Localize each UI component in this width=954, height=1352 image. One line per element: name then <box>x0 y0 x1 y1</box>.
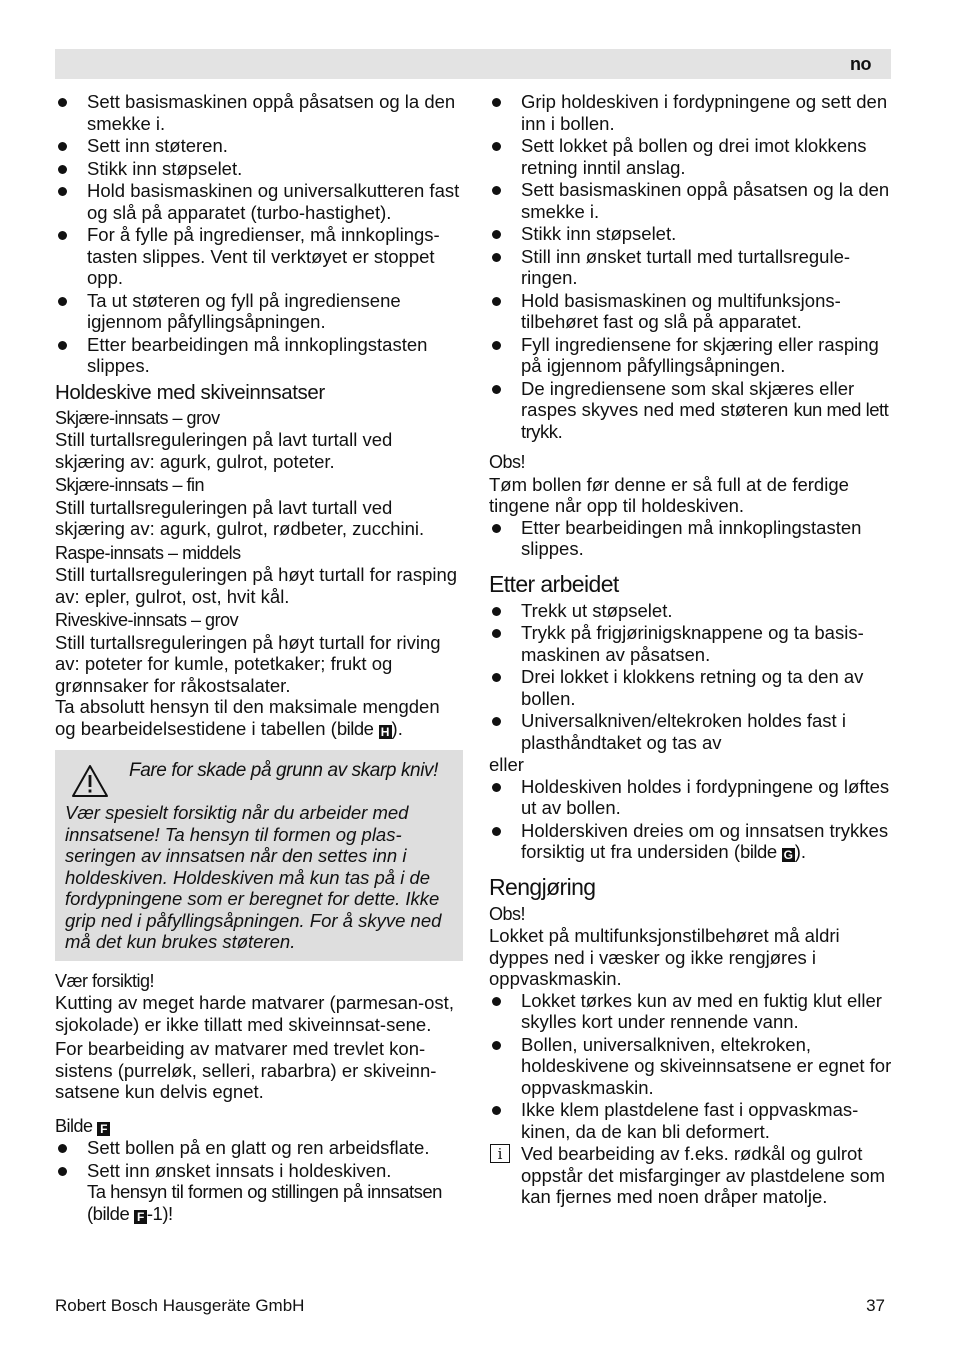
list-item: Sett basismaskinen oppå påsatsen og la den smekke i. <box>55 91 463 134</box>
list-item: Ikke klem plastdelene fast i oppvaskmas-kinen, da de kan bli deformert. <box>489 1099 893 1142</box>
obs-text: Lokket på multifunksjonstilbehøret må aldri dyppes ned i væsker og ikke rengjøres i oppvaskmaskin. <box>489 925 840 989</box>
list-item: Stikk inn støpselet. <box>55 158 463 180</box>
list-item: Stikk inn støpselet. <box>489 223 893 245</box>
list-item: Lokket tørkes kun av med en fuktig klut eller skylles kort under rennende vann. <box>489 990 893 1033</box>
insert-title: Riveskive-innsats – grov <box>55 610 239 630</box>
footer-company: Robert Bosch Hausgeräte GmbH <box>55 1296 305 1315</box>
note-end: ). <box>391 717 403 739</box>
figure-ref-f: F <box>134 1210 147 1224</box>
assembly-bullet-list <box>489 91 893 442</box>
page-number: 37 <box>866 1296 885 1315</box>
list-item: Etter bearbeidingen må innkoplingstasten slippes. <box>55 334 463 377</box>
list-item: Sett basismaskinen oppå påsatsen og la den smekke i. <box>489 179 893 222</box>
list-item: Ta ut støteren og fyll på ingrediensene igjennom påfyllingsåpningen. <box>55 290 463 333</box>
header-bar <box>55 49 891 79</box>
figure-ref-f: F <box>97 1122 110 1136</box>
list-item: Holdeskiven holdes i fordypningene og løftes ut av bollen. <box>489 776 893 819</box>
insert-block <box>55 408 463 473</box>
caution-title: Vær forsiktig! <box>55 970 155 991</box>
list-item <box>489 820 893 863</box>
right-column <box>489 91 893 1208</box>
warning-triangle-icon <box>71 764 109 798</box>
list-item-text: Sett inn ønsket innsats i holdeskiven. <box>87 1159 392 1181</box>
list-item: Still inn ønsket turtall med turtallsregule-ringen. <box>489 246 893 289</box>
obs-title: Obs! <box>489 452 526 472</box>
warning-body: Vær spesielt forsiktig når du arbeider med innsatsene! Ta hensyn til formen og plas-seringen av innsatsen når den settes inn i holdeskiven. Holdeskiven må kun tas på i de fordypningene som er beregnet for dette. Ikke grip ned i påfyllingsåpningen. For å skyve ned må det kun brukes støteren. <box>65 802 442 952</box>
figure-ref-h: H <box>379 725 392 739</box>
insert-text: Still turtallsreguleringen på lavt turtall ved skjæring av: agurk, gulrot, rødbeter, zucchini. <box>55 496 425 539</box>
list-item: Etter bearbeidingen må innkoplingstasten slippes. <box>489 517 893 560</box>
emphasis-text: kun med lett trykk <box>521 399 889 442</box>
list-item-end: . <box>557 420 563 442</box>
section-heading-cleaning: Rengjøring <box>489 873 596 900</box>
figure-ref-label: bilde <box>336 717 374 739</box>
info-note <box>489 1143 893 1208</box>
insert-block <box>55 610 463 696</box>
list-item <box>489 378 893 443</box>
caution-text: Kutting av meget harde matvarer (parmesan-ost, sjokolade) er ikke tillatt med skiveinnsat-sene. <box>55 992 454 1035</box>
insert-text: Still turtallsreguleringen på lavt turtall ved skjæring av: agurk, gulrot, poteter. <box>55 429 393 472</box>
list-item: Hold basismaskinen og universalkutteren fast og slå på apparatet (turbo-hastighet). <box>55 180 463 223</box>
list-item: Grip holdeskiven i fordypningene og sett den inn i bollen. <box>489 91 893 134</box>
list-item: Bollen, universalkniven, eltekroken, holdeskivene og skiveinnsatsene er egnet for oppvaskmaskin. <box>489 1034 893 1099</box>
list-item: Hold basismaskinen og multifunksjons-tilbehøret fast og slå på apparatet. <box>489 290 893 333</box>
language-code: no <box>850 54 871 74</box>
list-item: For å fylle på ingredienser, må innkoplings-tasten slippes. Vent til verktøyet er stoppet opp. <box>55 224 463 289</box>
section-heading-after: Etter arbeidet <box>489 570 619 597</box>
figure-ref-g: G <box>783 848 793 862</box>
after-bullet-list <box>489 600 893 754</box>
info-text: Ved bearbeiding av f.eks. rødkål og gulrot oppstår det misfarginger av plastdelene som kan fjernes med noen dråper matolje. <box>521 1143 886 1207</box>
list-item: Fyll ingrediensene for skjæring eller rasping på igjennom påfyllingsåpningen. <box>489 334 893 377</box>
list-item <box>55 1160 463 1225</box>
figure-ref-label: bilde <box>740 841 777 862</box>
obs-text: Tøm bollen før denne er så full at de ferdige tingene når opp til holdeskiven. <box>489 473 849 516</box>
figure-note <box>87 1181 442 1224</box>
caution-text: For bearbeiding av matvarer med trevlet kon-sistens (purreløk, selleri, rabarbra) er skiveinn-satsene kun delvis egnet. <box>55 1038 437 1102</box>
insert-text: Still turtallsreguleringen på høyt turtall for riving av: poteter for kumle, potetkaker; frukt og grønnsaker for råkostsalater. <box>55 631 441 696</box>
list-item-end: ). <box>794 841 807 862</box>
list-item: Sett lokket på bollen og drei imot klokkens retning inntil anslag. <box>489 135 893 178</box>
list-item: Drei lokket i klokkens retning og ta den av bollen. <box>489 666 893 709</box>
figure-bullet-list <box>55 1137 463 1224</box>
insert-block <box>55 475 463 540</box>
list-item-text: Holderskiven dreies om og innsatsen trykkes forsiktig ut fra undersiden ( <box>521 819 889 862</box>
insert-text: Still turtallsreguleringen på høyt turtall for rasping av: epler, gulrot, ost, hvit kål. <box>55 564 458 607</box>
list-item-text: De ingrediensene som skal skjæres eller raspes skyves ned med støteren <box>521 377 855 420</box>
insert-title: Skjære-innsats – grov <box>55 407 220 428</box>
list-item: Trykk på frigjørinigsknappene og ta basis-maskinen av påsatsen. <box>489 622 893 665</box>
table-note <box>55 696 463 739</box>
list-item: Sett inn støteren. <box>55 135 463 157</box>
insert-block <box>55 543 463 608</box>
list-item: Sett bollen på en glatt og ren arbeidsflate. <box>55 1137 463 1159</box>
after-bullet-list-2 <box>489 776 893 863</box>
warning-box <box>55 750 463 961</box>
warning-header <box>65 758 449 798</box>
figure-note-end: -1)! <box>146 1202 173 1224</box>
after-obs-list <box>489 517 893 560</box>
list-item: Universalkniven/eltekroken holdes fast i plasthåndtaket og tas av <box>489 710 893 753</box>
list-item: Trekk ut støpselet. <box>489 600 893 622</box>
figure-note-text: Ta hensyn til formen og stillingen på innsatsen (bilde <box>87 1181 442 1224</box>
left-column <box>55 91 463 1225</box>
cleaning-bullet-list <box>489 990 893 1143</box>
insert-title: Skjære-innsats – fin <box>55 475 205 495</box>
figure-label: Bilde <box>55 1115 93 1136</box>
section-heading-holder: Holdeskive med skiveinnsatser <box>55 380 325 404</box>
eller-text: eller <box>489 754 524 775</box>
insert-title: Raspe-innsats – middels <box>55 542 241 563</box>
intro-bullet-list <box>55 91 463 377</box>
obs-title: Obs! <box>489 903 526 924</box>
info-icon: i <box>490 1144 510 1163</box>
warning-title: Fare for skade på grunn av skarp kniv! <box>129 760 439 781</box>
figure-heading <box>55 1116 463 1138</box>
note-text: Ta absolutt hensyn til den maksimale mengden og bearbeidelsestidene i tabellen ( <box>55 696 440 739</box>
